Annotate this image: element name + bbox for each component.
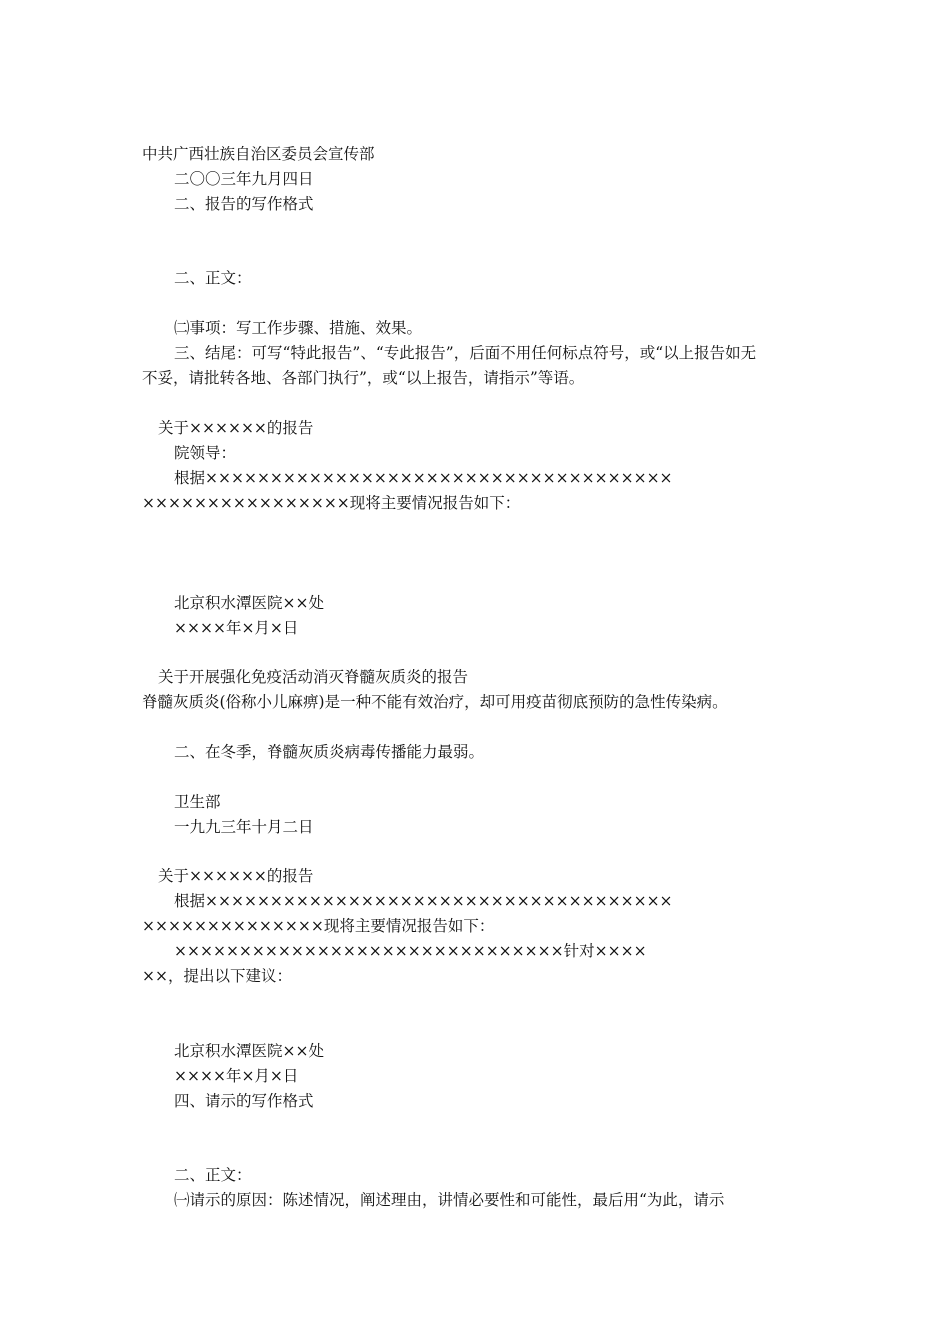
signature-organization: 北京积水潭医院××处: [174, 1042, 324, 1060]
paragraph-continuation: ××××××××××××××现将主要情况报告如下：: [142, 917, 495, 935]
report-title: 关于××××××的报告: [158, 419, 314, 437]
paragraph: 根据××××××××××××××××××××××××××××××××××××: [174, 469, 673, 487]
report-title: 关于开展强化免疫活动消灭脊髓灰质炎的报告: [158, 668, 469, 686]
paragraph-continuation: 不妥，请批转各地、各部门执行”，或“以上报告，请指示”等语。: [142, 369, 585, 387]
paragraph: 三、结尾：可写“特此报告”、“专此报告”，后面不用任何标点符号，或“以上报告如无: [174, 344, 757, 362]
paragraph: ㈠请示的原因：陈述情况，阐述理由，讲情必要性和可能性，最后用“为此，请示: [174, 1191, 725, 1209]
signature-date: ××××年×月×日: [174, 1067, 299, 1085]
issue-date: 二〇〇三年九月四日: [174, 170, 314, 188]
paragraph-continuation: ××，提出以下建议：: [142, 967, 292, 985]
paragraph: ㈡事项：写工作步骤、措施、效果。: [174, 319, 423, 337]
salutation: 院领导：: [174, 444, 237, 462]
paragraph: 二、在冬季，脊髓灰质炎病毒传播能力最弱。: [174, 743, 485, 761]
section-heading: 二、正文：: [174, 1166, 252, 1184]
paragraph-continuation: ××××××××××××××××现将主要情况报告如下：: [142, 494, 521, 512]
signature-date: 一九九三年十月二日: [174, 818, 314, 836]
paragraph: 根据××××××××××××××××××××××××××××××××××××: [174, 892, 673, 910]
section-heading: 二、报告的写作格式: [174, 195, 314, 213]
issuer-name: 中共广西壮族自治区委员会宣传部: [142, 145, 375, 163]
signature-date: ××××年×月×日: [174, 619, 299, 637]
report-title: 关于××××××的报告: [158, 867, 314, 885]
paragraph: ××××××××××××××××××××××××××××××针对××××: [174, 942, 647, 960]
signature-organization: 卫生部: [174, 793, 221, 811]
signature-organization: 北京积水潭医院××处: [174, 594, 324, 612]
paragraph: 脊髓灰质炎(俗称小儿麻痹)是一种不能有效治疗，却可用疫苗彻底预防的急性传染病。: [142, 693, 728, 711]
section-heading: 四、请示的写作格式: [174, 1092, 314, 1110]
section-heading: 二、正文：: [174, 269, 252, 287]
